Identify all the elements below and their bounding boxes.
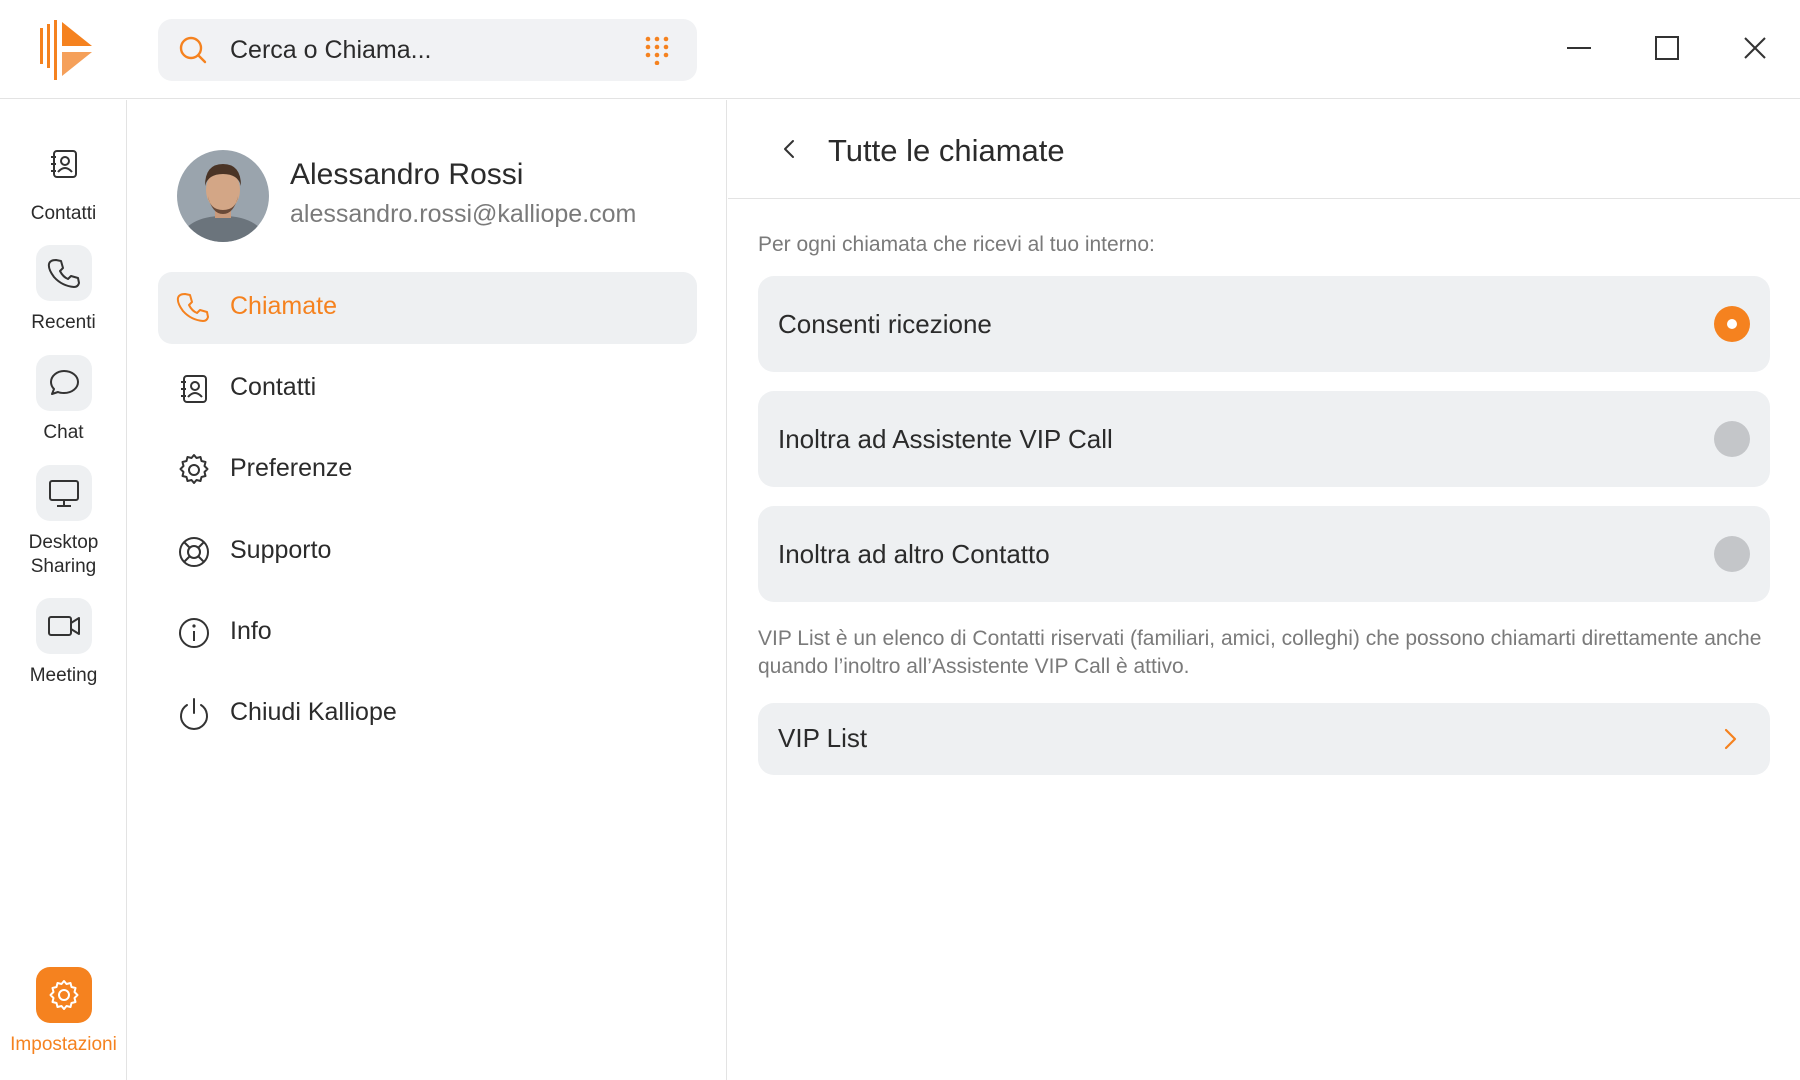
option-label: Inoltra ad altro Contatto <box>778 539 1050 569</box>
avatar[interactable] <box>177 150 269 242</box>
gear-icon <box>176 452 212 488</box>
page-title: Tutte le chiamate <box>828 133 1065 168</box>
search-icon <box>178 35 208 65</box>
lifebuoy-icon <box>176 534 212 570</box>
power-icon <box>176 696 212 732</box>
rail-label: Meeting <box>29 665 98 686</box>
rail-label: Impostazioni <box>10 1034 117 1055</box>
rail-icon-box <box>36 967 92 1023</box>
top-bar <box>0 0 1800 99</box>
phone-icon <box>47 256 81 290</box>
rail-label: Chat <box>43 422 84 443</box>
rail-label-line: Sharing <box>30 556 97 577</box>
rail-label: Recenti <box>31 312 96 333</box>
maximize-icon[interactable] <box>1649 30 1685 66</box>
menu-item-chiamate[interactable] <box>158 272 697 344</box>
menu-item-supporto[interactable] <box>158 516 697 588</box>
back-chevron-icon[interactable] <box>773 132 807 166</box>
chevron-right-icon <box>1714 723 1746 755</box>
rail-label-line: Desktop <box>28 532 99 553</box>
option-inoltra-assistente-vip[interactable] <box>758 391 1770 487</box>
rail-label <box>0 531 127 579</box>
menu-item-label: Supporto <box>230 536 332 564</box>
contacts-book-icon <box>47 147 81 181</box>
rail-item-desktop-sharing[interactable] <box>0 465 127 579</box>
info-icon <box>176 615 212 651</box>
settings-menu <box>128 100 727 1080</box>
close-icon[interactable] <box>1737 30 1773 66</box>
minimize-icon[interactable] <box>1561 30 1597 66</box>
call-settings-panel <box>728 100 1800 1080</box>
radio-selected[interactable] <box>1714 306 1750 342</box>
rail-icon-box <box>36 465 92 521</box>
intro-text: Per ogni chiamata che ricevi al tuo interno: <box>758 233 1155 256</box>
option-label: Inoltra ad Assistente VIP Call <box>778 424 1113 454</box>
menu-item-label: Chiudi Kalliope <box>230 698 397 726</box>
rail-icon-box <box>36 598 92 654</box>
rail-item-chat[interactable] <box>0 355 127 445</box>
contacts-book-icon <box>176 371 212 407</box>
rail-icon-box <box>36 245 92 301</box>
menu-item-info[interactable] <box>158 597 697 669</box>
rail-icon-box <box>36 136 92 192</box>
chat-bubble-icon <box>47 366 81 400</box>
search-input[interactable] <box>230 29 610 71</box>
menu-item-label: Chiamate <box>230 292 337 320</box>
video-camera-icon <box>46 609 82 643</box>
kalliope-logo-icon <box>34 20 94 80</box>
navigation-rail <box>0 100 127 1080</box>
rail-item-impostazioni[interactable] <box>0 967 127 1057</box>
radio-unselected[interactable] <box>1714 536 1750 572</box>
vip-list-button[interactable] <box>758 703 1770 775</box>
option-inoltra-altro-contatto[interactable] <box>758 506 1770 602</box>
rail-item-meeting[interactable] <box>0 598 127 688</box>
menu-item-contatti[interactable] <box>158 353 697 425</box>
rail-icon-box <box>36 355 92 411</box>
search-bar <box>158 19 697 81</box>
rail-item-recenti[interactable] <box>0 245 127 335</box>
radio-unselected[interactable] <box>1714 421 1750 457</box>
vip-list-label: VIP List <box>778 723 868 753</box>
menu-item-chiudi-kalliope[interactable] <box>158 678 697 750</box>
profile-email: alessandro.rossi@kalliope.com <box>290 200 637 228</box>
dialpad-icon[interactable] <box>642 35 672 65</box>
gear-icon <box>47 978 81 1012</box>
menu-item-label: Preferenze <box>230 454 353 482</box>
rail-item-contatti[interactable] <box>0 136 127 226</box>
menu-item-preferenze[interactable] <box>158 434 697 506</box>
panel-header <box>728 100 1800 199</box>
option-consenti-ricezione[interactable] <box>758 276 1770 372</box>
menu-item-label: Contatti <box>230 373 317 401</box>
rail-label: Contatti <box>30 203 97 224</box>
profile-name: Alessandro Rossi <box>290 158 524 191</box>
monitor-icon <box>47 476 81 510</box>
vip-list-description: VIP List è un elenco di Contatti riservati (familiari, amici, colleghi) che possono chiamarti direttamente anche quando l’inoltro all’Assistente VIP Call è attivo. <box>758 627 1762 678</box>
menu-item-label: Info <box>230 617 272 645</box>
phone-icon <box>176 290 212 326</box>
option-label: Consenti ricezione <box>778 309 992 339</box>
